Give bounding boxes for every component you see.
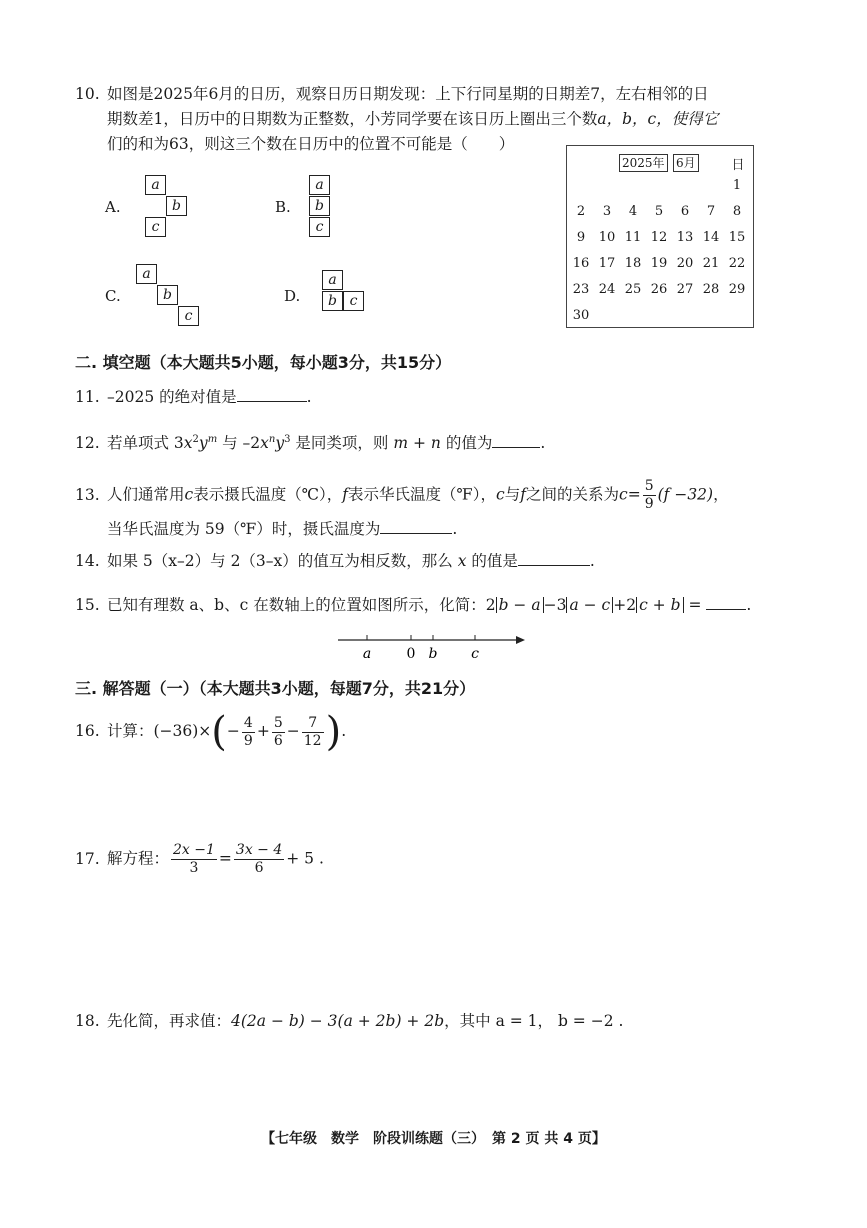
q16-text: 计算：(−36)×: [107, 722, 212, 740]
q11-answer-blank[interactable]: [237, 387, 307, 402]
q12-number: 12.: [75, 434, 100, 452]
q15-expr3: +2: [613, 596, 637, 614]
q13-text-b: 表示摄氏温度（℃），: [193, 485, 343, 504]
q15: [75, 593, 751, 615]
q16-frac3: [302, 715, 324, 750]
q14: [75, 549, 595, 571]
q11-number: 11.: [75, 388, 100, 406]
q13-line1: 13. 人们通常用c表示摄氏温度（℃），f表示华氏温度（℉），c与f之间的关系为c= $\frac{5}{9}$ (f −32)，: [75, 478, 729, 512]
q10-text-2b: a，b，c，使得它: [597, 110, 719, 128]
axis-label-a: a: [362, 646, 372, 662]
q16-f3-num: 7: [302, 715, 324, 733]
option-d-cell-a: a: [322, 270, 343, 290]
q10-text-1: 如图是2025年6月的日历，观察日历日期发现：上下行同星期的日期差7，左右相邻的日: [107, 85, 709, 103]
calendar-day: 11: [624, 230, 642, 245]
q15-expr2: −3: [543, 596, 567, 614]
calendar-day: 13: [676, 230, 694, 245]
q15-abs1: [496, 597, 544, 613]
q11: [75, 385, 312, 407]
q11-text: –2025 的绝对值是: [107, 388, 237, 406]
q15-expr4: =: [683, 596, 707, 614]
q10-line1: [75, 82, 709, 104]
option-b-cell-b: b: [309, 196, 330, 216]
q17-text: 解方程：: [107, 849, 170, 868]
calendar-day: 17: [598, 256, 616, 271]
calendar-day: 18: [624, 256, 642, 271]
q13-end: .: [452, 520, 458, 538]
q18-number: 18.: [75, 1012, 100, 1030]
q10-text-2: 期数差1，日历中的日期数为正整数，小芳同学要在该日历上圈出三个数: [107, 110, 598, 128]
calendar-day: 16: [572, 256, 590, 271]
q18-condition: ，其中 a = 1， b = −2 .: [444, 1012, 624, 1030]
q12-end: .: [540, 434, 546, 452]
q15-text: 已知有理数 a、b、c 在数轴上的位置如图所示，化简：: [107, 596, 486, 614]
axis-label-c: c: [471, 646, 479, 662]
q15-end: .: [746, 596, 752, 614]
calendar-day: 12: [650, 230, 668, 245]
calendar-day: 5: [654, 204, 664, 219]
q12-post: 是同类项，则: [290, 434, 389, 452]
number-line-arrow: [516, 636, 525, 644]
calendar-day: 4: [628, 204, 638, 219]
option-a-cell-b: b: [166, 196, 187, 216]
q15-abs3-text: c + b: [639, 596, 681, 614]
calendar-day: 3: [602, 204, 612, 219]
q18-expr: 4(2a − b) − 3(a + 2b) + 2b: [231, 1012, 445, 1030]
q16-f1-den: 9: [243, 732, 253, 749]
option-a-label: A.: [105, 198, 121, 216]
q13-text-d: 与: [504, 485, 521, 504]
q14-text: 如果 5（x–2）与 2（3–x）的值互为相反数，那么: [107, 552, 453, 570]
q17-right-num: 3x − 4: [235, 842, 283, 858]
q16-f2-den: 6: [273, 732, 283, 749]
axis-label-0: 0: [406, 646, 416, 662]
option-d-cell-c: c: [343, 291, 364, 311]
q15-expr1: 2: [485, 596, 496, 614]
section-3-title: 三. 解答题（一）（本大题共3小题，每题7分，共21分）: [75, 679, 476, 698]
calendar-day: 9: [576, 230, 586, 245]
calendar-day: 10: [598, 230, 616, 245]
option-b-cell-c: c: [309, 217, 330, 237]
calendar-day: 29: [728, 282, 746, 297]
q13-line2: [107, 517, 457, 539]
q15-abs3: [636, 597, 683, 613]
q15-abs1-text: b − a: [498, 596, 541, 614]
q16-f1-num: 4: [243, 714, 253, 731]
calendar-day: 15: [728, 230, 746, 245]
q18: [75, 1009, 623, 1031]
calendar-day: 22: [728, 256, 746, 271]
q10-number: 10.: [75, 85, 100, 103]
q12-mn: m + n: [393, 434, 441, 452]
q10-line2: [107, 107, 718, 129]
q13-fraction: [643, 478, 656, 513]
calendar-day: 2: [576, 204, 586, 219]
q16-f3-den: 12: [303, 732, 322, 749]
q13-text-c: 表示华氏温度（℉），: [348, 485, 497, 504]
calendar-day: 28: [702, 282, 720, 297]
q13-frac-den: 9: [644, 496, 654, 512]
q17-right-frac: [234, 842, 284, 877]
option-d-cell-b: b: [322, 291, 343, 311]
calendar-day: 23: [572, 282, 590, 297]
option-d-label: D.: [284, 287, 301, 305]
q16-frac2: [272, 715, 285, 750]
q13-text-2: 当华氏温度为 59（℉）时，摄氏温度为: [107, 520, 381, 538]
q11-end: .: [306, 388, 312, 406]
q17-left-frac: [171, 842, 217, 877]
calendar-day: 26: [650, 282, 668, 297]
q14-end: .: [589, 552, 595, 570]
option-c-cell-c: c: [178, 306, 199, 326]
q17-tail: + 5 .: [286, 849, 324, 868]
q13-number: 13.: [75, 485, 100, 504]
option-b-label: B.: [275, 198, 291, 216]
calendar-day: 8: [732, 204, 742, 219]
q14-x: x: [457, 552, 467, 570]
calendar-day: 21: [702, 256, 720, 271]
page-footer: 【七年级 数学 阶段训练题（三） 第 2 页 共 4 页】: [261, 1131, 606, 1147]
q12: 12. 若单项式 $3x^2y^m$ 与 $-2x^ny^3$ 是同类项，则 m + n 的值为 .: [75, 433, 546, 452]
option-a-cell-c: c: [145, 217, 166, 237]
q10-line3: 们的和为63，则这三个数在日历中的位置不可能是（ ）: [107, 135, 515, 153]
q12-mid: 与 –2: [217, 434, 261, 452]
calendar-day: 20: [676, 256, 694, 271]
calendar-day: 6: [680, 204, 690, 219]
q16-f2-num: 5: [273, 714, 283, 731]
q17-number: 17.: [75, 849, 100, 868]
calendar-month: 6月: [673, 154, 699, 172]
calendar-day: 24: [598, 282, 616, 297]
number-line: [330, 628, 530, 664]
option-c-label: C.: [105, 287, 121, 305]
calendar: [566, 145, 754, 328]
q16-number: 16.: [75, 722, 100, 740]
calendar-year: 2025年: [619, 154, 668, 172]
calendar-day: 27: [676, 282, 694, 297]
q12-pre: 若单项式 3: [107, 434, 184, 452]
q13-frac-num: 5: [644, 478, 654, 494]
q13-text-e: 之间的关系为: [526, 485, 620, 504]
q13-answer-blank[interactable]: [380, 519, 452, 534]
q12-answer-blank[interactable]: [492, 433, 540, 448]
q17-left-den: 3: [189, 860, 199, 876]
q18-text: 先化简，再求值：: [107, 1012, 232, 1030]
option-a-cell-a: a: [145, 175, 166, 195]
axis-label-b: b: [428, 646, 438, 662]
q15-answer-blank[interactable]: [706, 595, 746, 610]
calendar-day: 19: [650, 256, 668, 271]
q14-number: 14.: [75, 552, 100, 570]
q14-answer-blank[interactable]: [518, 551, 590, 566]
calendar-day: 14: [702, 230, 720, 245]
calendar-day: 7: [706, 204, 716, 219]
q15-abs2: [566, 597, 613, 613]
q17-right-den: 6: [254, 860, 264, 876]
q16: 16. 计算：(−36)×(− $\frac{4}{9}$ + $\frac{5}{6}$ − $\frac{7}{12}$ ).: [75, 709, 347, 755]
option-c-cell-a: a: [136, 264, 157, 284]
q14-tail: 的值是: [466, 552, 518, 570]
q17: 17. 解方程： $\frac{2x -1}{3}$ = $\frac{3x - 4}{6}$ + 5 .: [75, 842, 324, 876]
section-2-title: 二. 填空题（本大题共5小题，每小题3分，共15分）: [75, 353, 452, 372]
q17-left-num: 2x −1: [173, 842, 215, 858]
calendar-weekday-sun: 日: [731, 158, 745, 173]
q16-frac1: [242, 715, 255, 750]
calendar-day: 30: [572, 308, 590, 323]
option-b-cell-a: a: [309, 175, 330, 195]
q12-tail: 的值为: [440, 434, 493, 452]
calendar-day: 25: [624, 282, 642, 297]
q13-text-a: 人们通常用: [107, 485, 185, 504]
q13-formula-tail: (f −32): [657, 485, 714, 504]
calendar-day: 1: [732, 178, 742, 193]
option-c-cell-b: b: [157, 285, 178, 305]
q15-number: 15.: [75, 596, 100, 614]
q15-abs2-text: a − c: [569, 596, 611, 614]
